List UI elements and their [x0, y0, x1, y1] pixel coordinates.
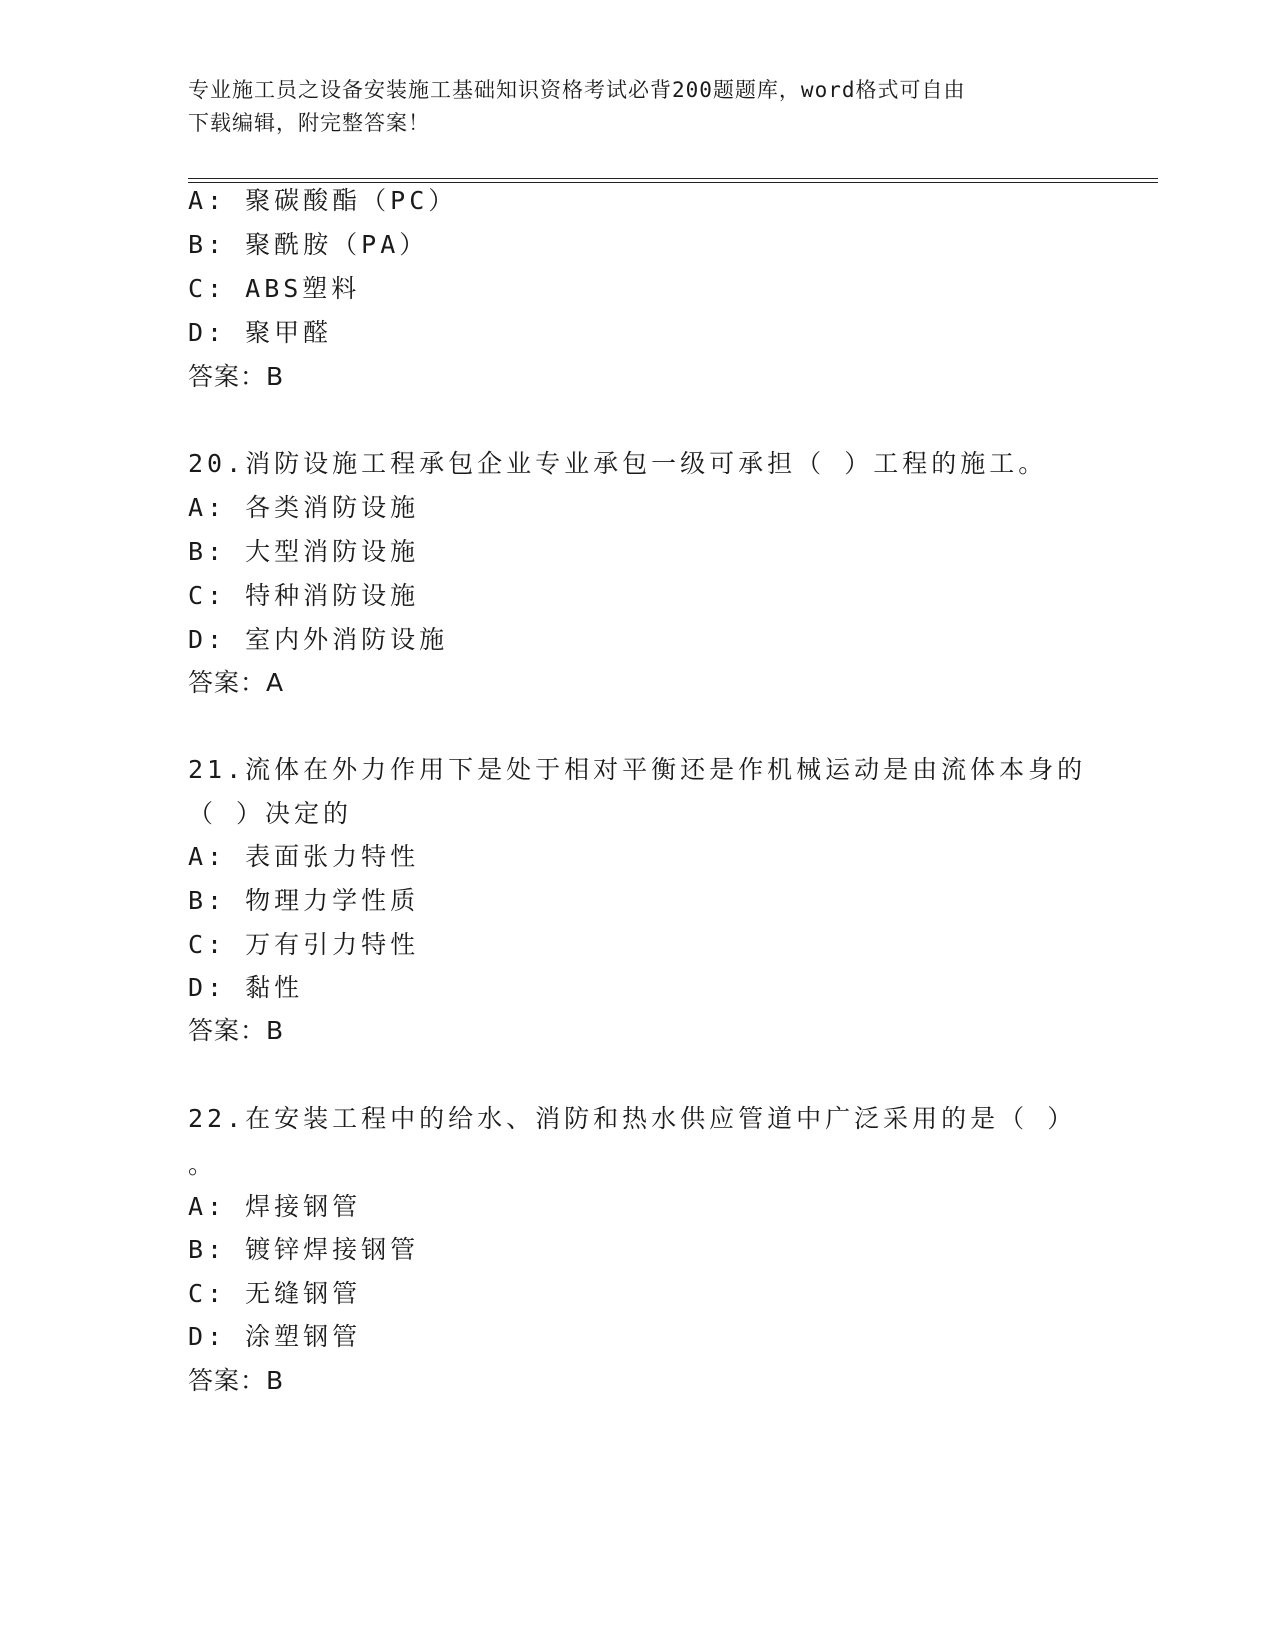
- header-divider: [188, 178, 1158, 183]
- q21-option-a: A: 表面张力特性: [188, 842, 420, 871]
- q20-option-a: A: 各类消防设施: [188, 493, 420, 522]
- q21-stem-line-2: （ ）决定的: [188, 799, 353, 828]
- q20-option-d: D: 室内外消防设施: [188, 625, 449, 654]
- q21-option-d: D: 黏性: [188, 973, 304, 1002]
- q20-stem: 20.消防设施工程承包企业专业承包一级可承担（ ）工程的施工。: [188, 449, 1048, 478]
- q22-option-c: C: 无缝钢管: [188, 1279, 362, 1308]
- q20-answer: 答案：A: [188, 668, 285, 697]
- q22-stem-line-2: 。: [188, 1150, 218, 1179]
- q19-option-c: C: ABS塑料: [188, 274, 361, 303]
- q22-option-b: B: 镀锌焊接钢管: [188, 1235, 420, 1264]
- q20-option-c: C: 特种消防设施: [188, 581, 420, 610]
- q19-option-b: B: 聚酰胺（PA）: [188, 230, 429, 259]
- q19-option-d: D: 聚甲醛: [188, 318, 333, 347]
- q22-option-a: A: 焊接钢管: [188, 1192, 362, 1221]
- q22-stem-line-1: 22.在安装工程中的给水、消防和热水供应管道中广泛采用的是（ ）: [188, 1104, 1077, 1133]
- q19-answer: 答案：B: [188, 362, 285, 391]
- q21-option-c: C: 万有引力特性: [188, 930, 420, 959]
- header-line-1: 专业施工员之设备安装施工基础知识资格考试必背200题题库，word格式可自由: [188, 78, 966, 102]
- q21-option-b: B: 物理力学性质: [188, 886, 420, 915]
- q21-stem-line-1: 21.流体在外力作用下是处于相对平衡还是作机械运动是由流体本身的: [188, 755, 1087, 784]
- document-header: [188, 74, 1068, 140]
- q19-option-a: A: 聚碳酸酯（PC）: [188, 186, 458, 215]
- header-line-2: 下载编辑，附完整答案！: [188, 111, 430, 135]
- q22-answer: 答案：B: [188, 1366, 285, 1395]
- q20-option-b: B: 大型消防设施: [188, 537, 420, 566]
- q21-answer: 答案：B: [188, 1016, 285, 1045]
- q22-option-d: D: 涂塑钢管: [188, 1322, 362, 1351]
